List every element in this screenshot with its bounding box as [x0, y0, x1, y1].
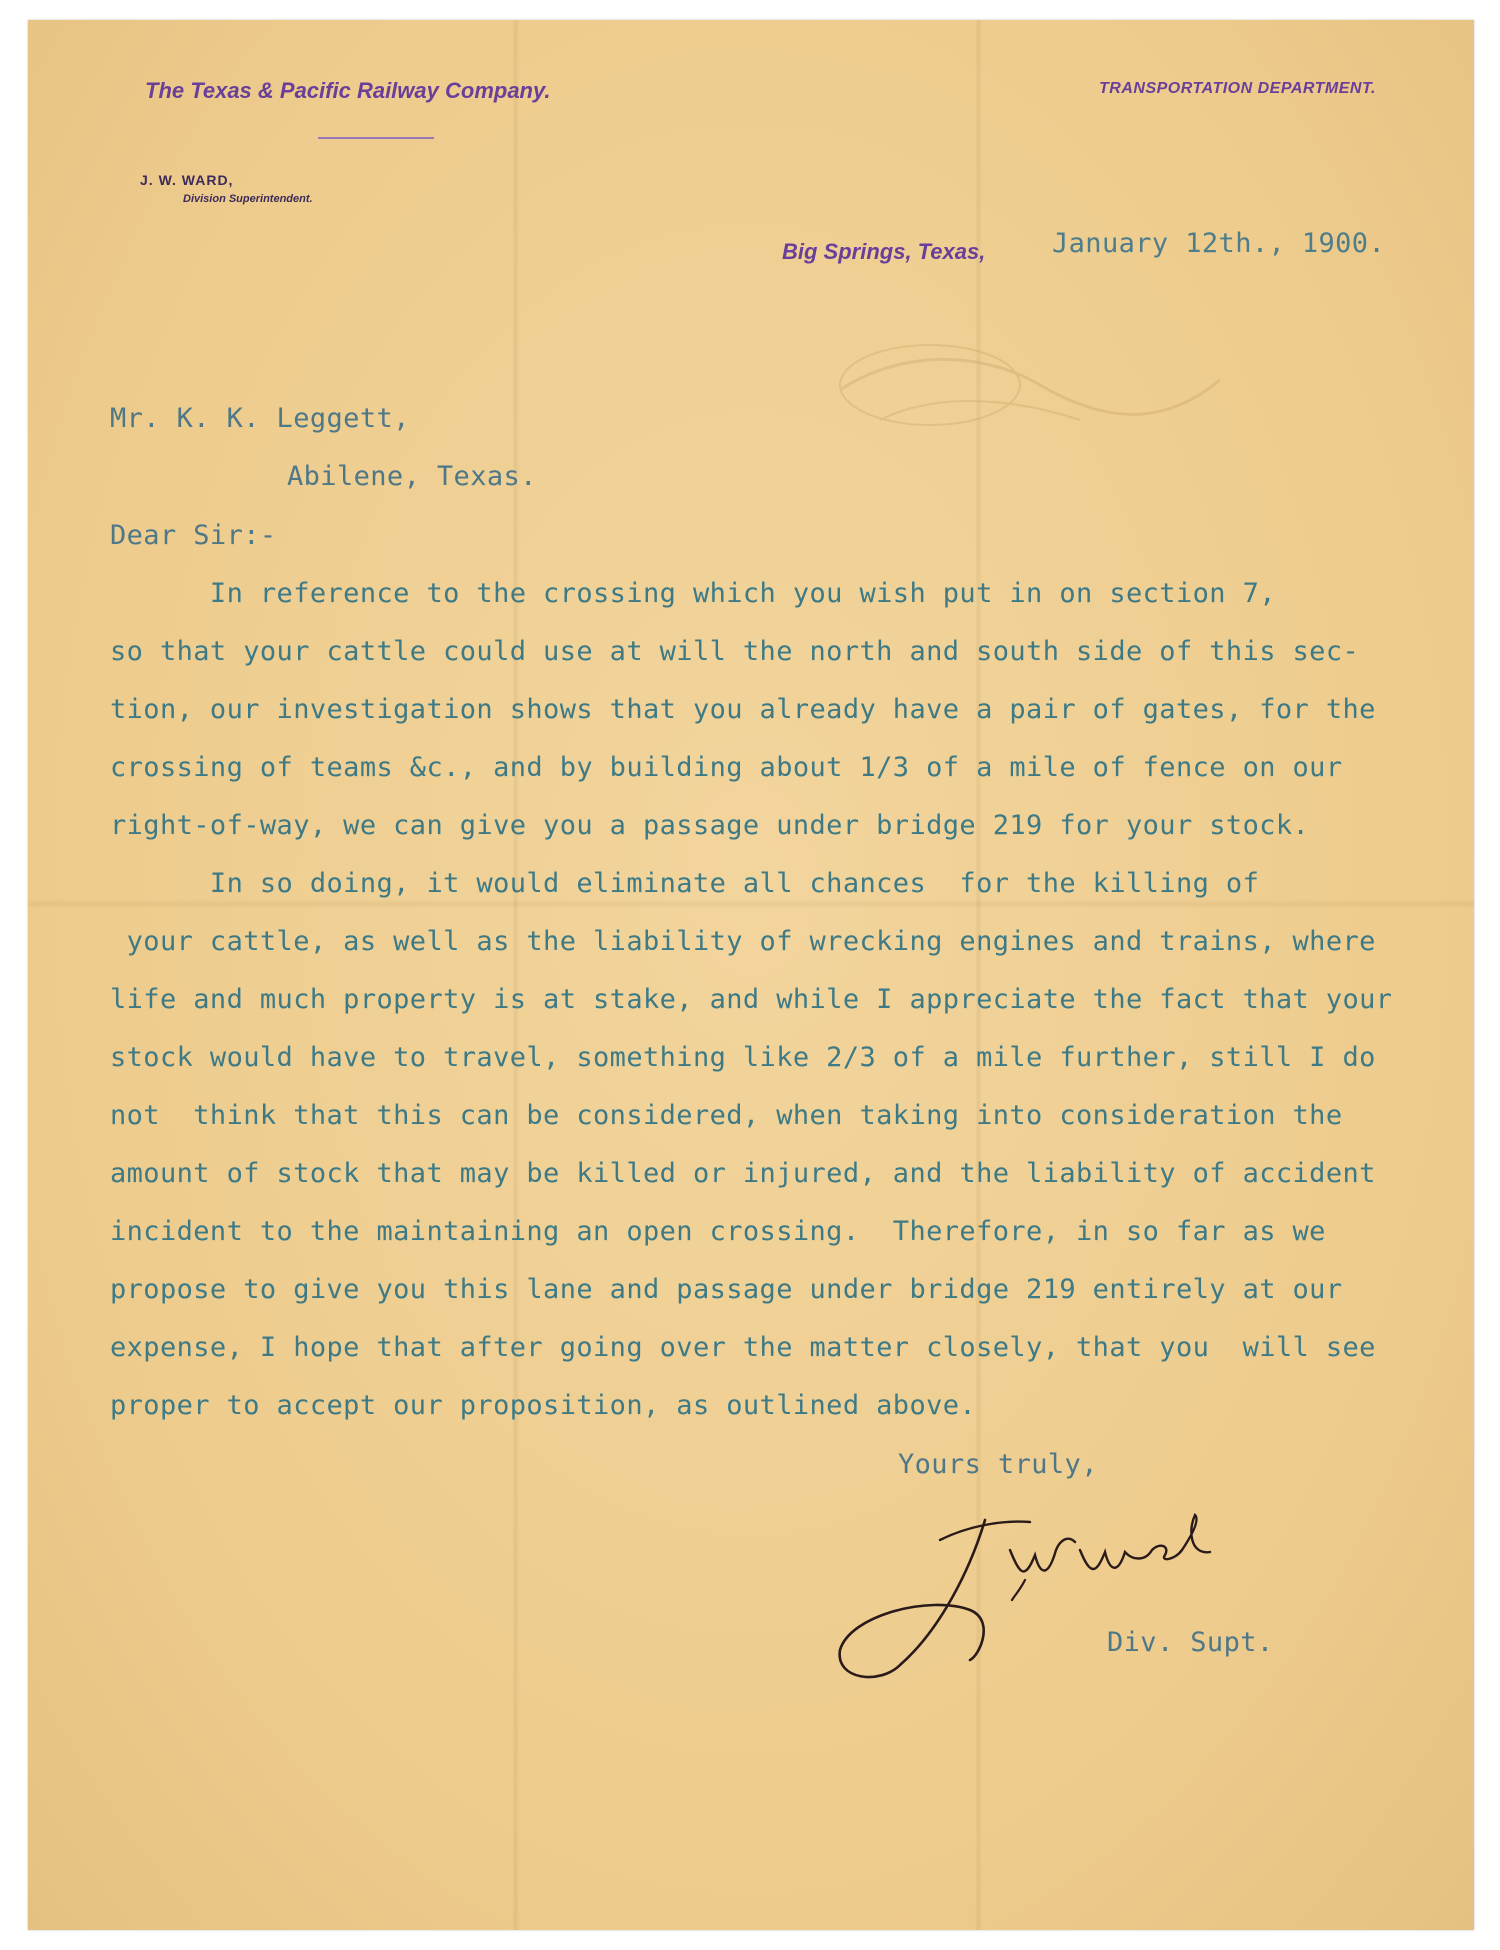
department-name: TRANSPORTATION DEPARTMENT.	[1099, 80, 1376, 97]
body-line: so that your cattle could use at will the north and south side of this sec-	[110, 636, 1360, 667]
body-line: proper to accept our proposition, as outlined above.	[110, 1390, 977, 1421]
letter-date: January 12th., 1900.	[1052, 228, 1386, 259]
letterhead-rule	[318, 137, 434, 139]
body-line: incident to the maintaining an open crossing. Therefore, in so far as we	[110, 1216, 1326, 1247]
body-line: tion, our investigation shows that you already have a pair of gates, for the	[110, 694, 1376, 725]
embossed-seal-watermark	[820, 330, 1240, 450]
body-line: life and much property is at stake, and while I appreciate the fact that your	[110, 984, 1393, 1015]
body-line: amount of stock that may be killed or injured, and the liability of accident	[110, 1158, 1376, 1189]
body-line: your cattle, as well as the liability of wrecking engines and trains, where	[110, 926, 1376, 957]
sender-title: Division Superintendent.	[183, 193, 313, 205]
body-line: propose to give you this lane and passage under bridge 219 entirely at our	[110, 1274, 1343, 1305]
body-line: not think that this can be considered, when taking into consideration the	[110, 1100, 1343, 1131]
recipient-city: Abilene, Texas.	[287, 461, 537, 492]
body-line: In reference to the crossing which you wish put in on section 7,	[110, 578, 1276, 609]
body-line: stock would have to travel, something like 2/3 of a mile further, still I do	[110, 1042, 1376, 1073]
body-line: In so doing, it would eliminate all chances for the killing of	[110, 868, 1260, 899]
company-name: The Texas & Pacific Railway Company.	[145, 78, 551, 103]
handwritten-signature	[820, 1480, 1260, 1700]
salutation: Dear Sir:-	[110, 520, 277, 551]
sender-name: J. W. WARD,	[140, 172, 234, 188]
body-line: crossing of teams &c., and by building about 1/3 of a mile of fence on our	[110, 752, 1343, 783]
letter-place: Big Springs, Texas,	[782, 239, 986, 264]
body-line: expense, I hope that after going over the matter closely, that you will see	[110, 1332, 1376, 1363]
signature-title: Div. Supt.	[1107, 1627, 1274, 1658]
closing: Yours truly,	[898, 1449, 1098, 1480]
recipient-name: Mr. K. K. Leggett,	[110, 403, 410, 434]
body-line: right-of-way, we can give you a passage under bridge 219 for your stock.	[110, 810, 1310, 841]
